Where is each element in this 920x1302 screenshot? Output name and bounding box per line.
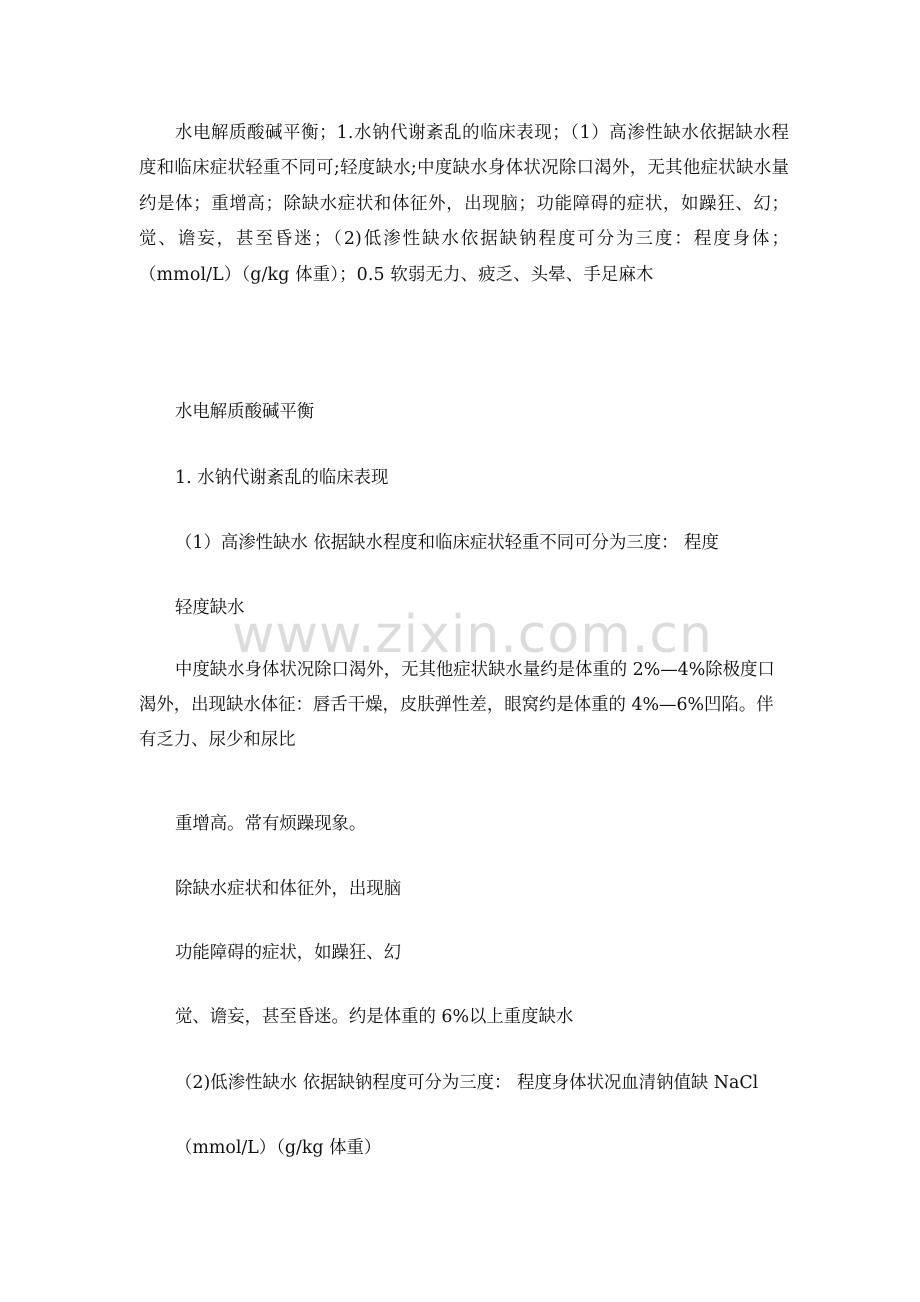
units-line: （mmol/L）（g/kg 体重） [175, 1138, 382, 1158]
text-line: 觉、谵妄，甚至昏迷。约是体重的 6%以上重度缺水 [175, 1007, 574, 1027]
text-line: 除缺水症状和体征外，出现脑 [175, 879, 402, 899]
text-line: 功能障碍的症状，如躁狂、幻 [175, 943, 402, 963]
summary-paragraph: 水电解质酸碱平衡；1.水钠代谢紊乱的临床表现；（1）高渗性缺水依据缺水程度和临床症状轻重不同可;轻度缺水;中度缺水身体状况除口渴外，无其他症状缺水量约是体；重增高；除缺水症状和体征外，出现脑；功能障碍的症状，如躁狂、幻；觉、谵妄，甚至昏迷；（2)低渗性缺水依据缺钠程度可分为三度：程度身体；（mmol/L）（g/kg 体重）；0.5 软弱无力、疲乏、头晕、手足麻木 [139, 123, 789, 285]
watermark: www.zixin.com.cn [232, 605, 713, 665]
item-hypotonic-dehydration: （2)低渗性缺水 依据缺钠程度可分为三度： 程度身体状况血清钠值缺 NaCl [175, 1073, 759, 1093]
item-hypertonic-dehydration: （1）高渗性缺水 依据缺水程度和临床症状轻重不同可分为三度： 程度 [175, 533, 719, 553]
text-line: 重增高。常有烦躁现象。 [175, 814, 367, 834]
mild-dehydration-label: 轻度缺水 [175, 598, 245, 618]
moderate-dehydration-paragraph: 中度缺水身体状况除口渴外，无其他症状缺水量约是体重的 2%—4%除极度口渴外，出现缺水体征：唇舌干燥，皮肤弹性差，眼窝约是体重的 4%—6%凹陷。伴有乏力、尿少和尿比 [139, 660, 775, 750]
section-title: 1. 水钠代谢紊乱的临床表现 [175, 468, 389, 488]
section-heading: 水电解质酸碱平衡 [175, 402, 315, 422]
